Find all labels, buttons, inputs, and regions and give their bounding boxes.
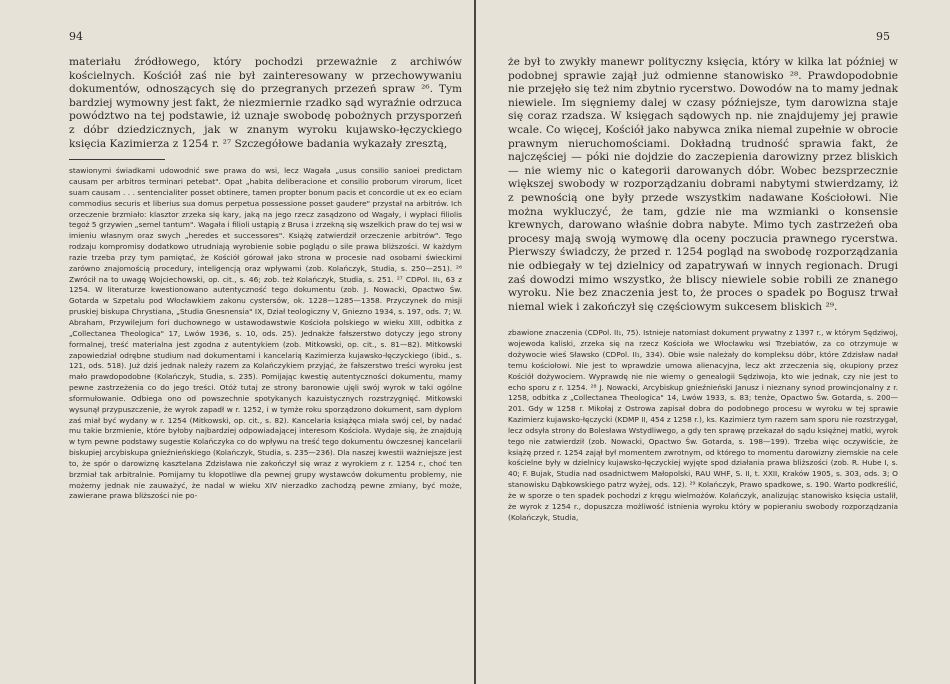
footnote-text: stawionymi świadkami udowodnić swe prawa do wsi, lecz Wagała „usus consilio sanioei predictam causam per arbitros terminari petebat". Opat „habita deliberacione et consilio proborum virorum, licet suam causam . . . sentencialiter posset obtinere, tamen propter bonum pacis et concordie ut ex eo eciam commodius securis et liberius sua domus perpetua possessione posset gaudere" przystał na arbitrów. Ich orzeczenie brzmiało: klasztor zrzeka się kary, jaką na jego rzecz zasądzono od Wagały, i wypłaci filiolis tegoż 5 grzywien „semel tantum". Wagała i filioli ustąpią z Brusa i zrzekną się wszelkich praw do tej wsi w imieniu własnym oraz swych „heredes et successores". Książę zatwierdził orzeczenie arbitrów". Tego rodzaju kompromisy dodatkowo utrudniają wyrobienie sobie poglądu o sile prawa bliższości. W każdym razie trzeba przy tym pamiętać, że Kościół górował jako strona w procesie nad osobami świeckimi zarówno znajomością procedury, inteligencją oraz wpływami (zob. Kolańczyk, Studia, s. 250—251). ²⁶ Zwrócił na to uwagę Wojciechowski, op. cit., s. 46; zob. też Kolańczyk, Studia, s. 251. ²⁷ CDPol. II₁, 63 z 1254. W literaturze kwestionowano autentyczność tego dokumentu (zob. J. Nowacki, Opactwo Św. Gotarda w Szpetalu pod Włocławkiem zakonu cystersów, ok. 1228—1285—1358. Przyczynek do misji pruskiej biskupa Chrystiana, „Studia Gnesnensia" IX, Dział teologiczny V, Gniezno 1934, s. 197, ods. 7; W. Abraham, Przywilejum fori duchownego w ustawodawstwie Kościoła polskiego w wieku XIII, odbitka z „Collectanea Theologica" 17, Lwów 1936, s. 10, ods. 25). Jednakże fałszerstwo dotyczy jego strony formalnej, treść materialna jest zgodna z autentykiem (zob. Mitkowski, op. cit., s. 81—82). Mitkowski zapowiedział odrębne studium nad dokumentami i kancelarią Kazimierza kujawsko-łęczyckiego (ibid., s. 121, ods. 518). Już dziś jednak należy razem za Kolańczykiem przyjąć, że fałszerstwo treści wyroku jest mało prawdopodobne (Kolańczyk, Studia, s. 235). Pomijając kwestię autentyczności dokumentu, mamy pewne zastrzeżenia co do jego treści. Otóż tutaj ze strony baronowie ujęli swój wyrok w taki ogólne sformułowanie. Odbiega ono od powszechnie spotykanych kazuistycznych rozstrzygnięć. Mitkowski wysunął przypuszczenie, że wyrok zapadł w r. 1252, i w tymże roku sporządzono dokument, sam dyplom zaś miał być wydany w r. 1254 (Mitkowski, op. cit., s. 82). Kancelaria książęca miała swój cel, by nadać mu takie brzmienie, które byłoby najbardziej odpowiadającej interesom Kościoła. Wydaje się, że znajdują w tym pewne podstawy sugestie Kolańczyka co do wpływu na treść tego dokumentu ówczesnej kancelarii biskupiej arcybiskupa gnieźnieńskiego (Kolańczyk, Studia, s. 235—236). Dla naszej kwestii ważniejsze jest to, że spór o darowiznę kasztelana Zdzisława nie zakończył się wraz z wyrokiem z r. 1254 r., choć ten brzmiał tak arbitralnie. Pomijamy tu kłopotliwe dla pewnej grupy wystawców dokumentu problemy, nie możemy jednak nie zauważyć, że nadal w wieku XIV nierzadko zachodzą pewne zmiany, być może, zawierane prawa bliższości nie po- — [69, 166, 462, 501]
footnotes — [508, 328, 898, 523]
footnotes — [69, 166, 462, 502]
right-page — [476, 0, 950, 684]
left-page — [0, 0, 474, 684]
page-number: 94 — [69, 30, 83, 43]
main-text — [69, 56, 462, 151]
footnote-text: zbawione znaczenia (CDPol. II₁, 75). Istnieje natomiast dokument prywatny z 1397 r., w którym Sędziwoj, wojewoda kaliski, zrzeka się na rzecz Kościoła we Włocławku wsi Trzebiatów, za co otrzymuje w dożywocie wieś Sławsko (CDPol. II₁, 334). Obie wsie należały do kompleksu dóbr, które Zdzisław nadał temu kościołowi. Nie jest to wprawdzie umowa alienacyjna, lecz akt zrzeczenia się, okupiony przez Kościół dożywociem. Wyprawdę nie nie wiemy o genealogii Sędziwoja, kto wie jednak, czy nie jest to echo sporu z r. 1254. ²⁸ J. Nowacki, Arcybiskup gnieźnieński Janusz i nieznany synod prowincjonalny z r. 1258, odbitka z „Collectanea Theologica" 14, Lwów 1933, s. 83; tenże, Opactwo Św. Gotarda, s. 200—201. Gdy w 1258 r. Mikołaj z Ostrowa zapisał dobra do podobnego procesu w wyroku w tej sprawie Kazimierz kujawsko-łęczycki (KDMP II, 454 z 1258 r.), ks. Kazimierz tym razem sam sporu nie rozstrzygał, lecz odsyła strony do Bolesława Wstydliwego, a gdy ten sprawę przekazał do sądu księżnej matki, wyrok tego nie zatwierdził (zob. Nowacki, Opactwo Św. Gotarda, s. 198—199). Trzeba więc oczywiście, że książę przed r. 1254 zajął był momentem zwrotnym, od którego to momentu darowizny ziemskie na cele kościelne były w dzielnicy kujawsko-łęczyckiej wyjęte spod działania prawa bliższości (zob. R. Hube I, s. 40; F. Bujak, Studia nad osadnictwem Małopolski, RAU WHF, S. II, t. XXII, Kraków 1905, s. 303, ods. 3; O stanowisku Dąbkowskiego patrz wyżej, ods. 12). ²⁹ Kolańczyk, Prawo spadkowe, s. 190. Warto podkreślić, że w sporze o ten spadek pochodzi z kręgu wielmożów. Kolańczyk, analizując stanowisko księcia ustalił, że wyrok z 1254 r., dopuszcza możliwość istnienia wyroku który w popieraniu swobody rozporządzania (Kolańczyk, Studia, — [508, 328, 898, 522]
footnote-rule — [69, 159, 165, 160]
body-paragraph: materiału źródłowego, który pochodzi przeważnie z archiwów kościelnych. Kościół zaś nie był zainteresowany w przechowywaniu dokumentów, odnoszących się do przegranych przezeń spraw ²⁶. Tym bardziej wymowny jest fakt, że niezmiernie rzadko sąd wyraźnie odrzuca powództwo na tej podstawie, iż uznaje swobodę pobożnych przysporzeń z dóbr dziedzicznych, jak w znanym wyroku kujawsko-łęczyckiego księcia Kazimierza z 1254 r. ²⁷ Szczegółowe badania wykazały zresztą, — [69, 56, 462, 150]
body-paragraph: że był to zwykły manewr polityczny księcia, który w kilka lat później w podobnej sprawie zajął już odmienne stanowisko ²⁸. Prawdopodobnie nie przejęło się też nim zbytnio rycerstwo. Dowodów na to mamy jednak niewiele. Im sięgniemy dalej w czasy późniejsze, tym darowizna staje się coraz rzadsza. W księgach sądowych np. nie znajdujemy jej prawie wcale. Co więcej, Kościół jako nabywca znika niemal zupełnie w obrocie prawnym nieruchomościami. Dokładną trudność sprawia fakt, że najczęściej — póki nie dojdzie do zaczepienia darowizny przez bliskich — nie wiemy nic o kategorii darowanych dóbr. Wobec bezsprzecznie większej swobody w rozporządzaniu dobrami nabytymi stwierdzamy, iż z pewnością one były przede wszystkim nadawane Kościołowi. Nie można wykluczyć, że tam, gdzie nie ma wzmianki o konsensie krewnych, darowano właśnie dobra nabyte. Mimo tych zastrzeżeń oba procesy mają swoją wymowę dla oceny poczucia prawnego rycerstwa. Pierwszy świadczy, że przed r. 1254 pogląd na swobodę rozporządzania nie odbiegały w tej dzielnicy od zapatrywań w innych regionach. Drugi zaś dowodzi mimo wszystko, że bliscy niewiele sobie robili ze znanego wyroku. Nie bez znaczenia jest to, że proces o spadek po Bogusz trwał niemal wiek i zakończył się częściowym sukcesem bliskich ²⁹. — [508, 56, 898, 313]
main-text — [508, 56, 898, 314]
page-number: 95 — [876, 30, 890, 43]
